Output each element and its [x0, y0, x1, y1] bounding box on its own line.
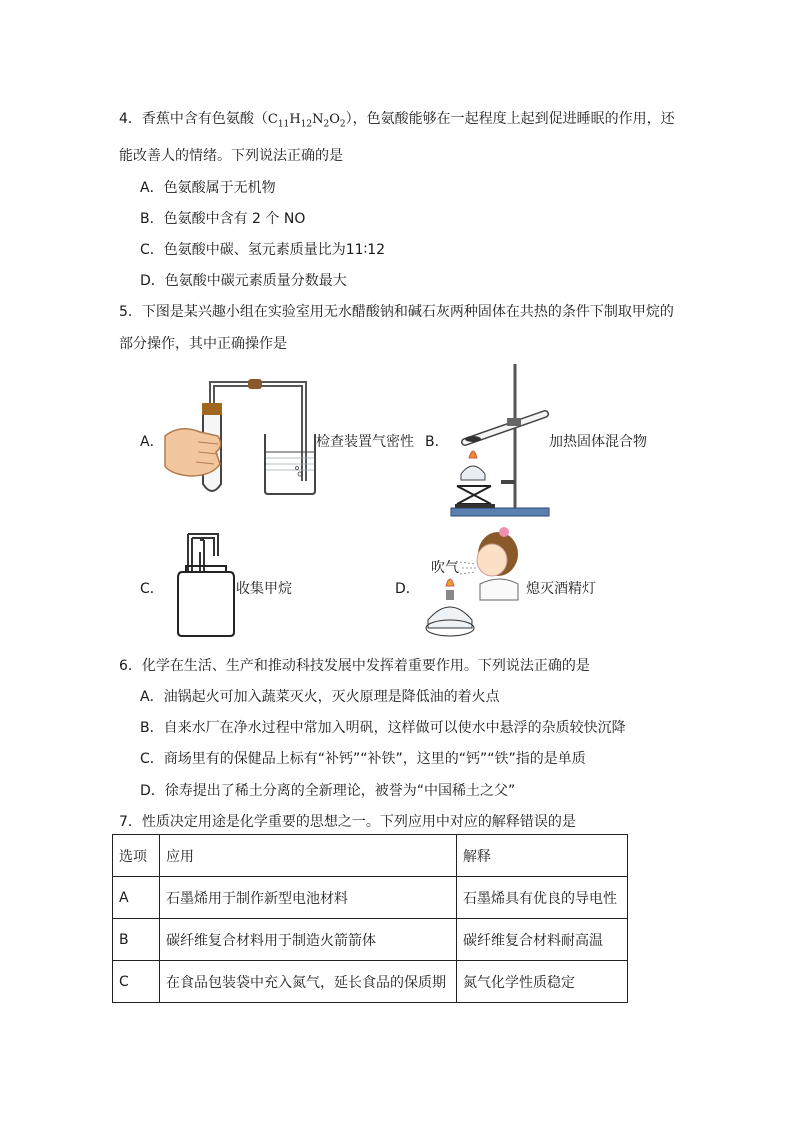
q5-d-blow-label: 吹气 — [431, 560, 459, 576]
alcohol-lamp — [428, 607, 472, 628]
iron-stand-base — [451, 508, 549, 516]
q6-option-a: A．油锅起火可加入蔬菜灭火，灭火原理是降低油的着火点 — [140, 689, 500, 705]
q6-option-c: C．商场里有的保健品上标有“补钙”“补铁”，这里的“钙”“铁”指的是单质 — [140, 751, 586, 767]
q4-option-b: B．色氨酸中含有 2 个 NO — [140, 211, 306, 227]
table-cell: 氮气化学性质稳定 — [457, 961, 628, 1003]
table-row — [113, 877, 628, 919]
table-cell: 碳纤维复合材料耐高温 — [457, 919, 628, 961]
clamp — [507, 418, 521, 426]
rubber-stopper — [202, 403, 222, 415]
table-header: 解释 — [457, 835, 628, 877]
q5-stem-line2: 部分操作，其中正确操作是 — [119, 336, 287, 352]
hand — [165, 429, 221, 476]
q6-option-d: D．徐寿提出了稀土分离的全新理论，被誉为“中国稀土之父” — [140, 783, 516, 799]
figure-c-gas-bottle — [176, 532, 236, 638]
q5-c-letter: C． — [140, 581, 164, 597]
q4-option-a: A．色氨酸属于无机物 — [140, 180, 276, 196]
table-cell: B — [113, 919, 160, 961]
q4-stem-line2: 能改善人的情绪。下列说法正确的是 — [119, 148, 343, 164]
tryptophan-formula: $C_{11}H_{12}N_2O_2$ — [267, 112, 346, 130]
table-cell: 碳纤维复合材料用于制造火箭箭体 — [160, 919, 457, 961]
q5-b-caption: 加热固体混合物 — [549, 434, 647, 450]
q5-d-caption: 熄灭酒精灯 — [526, 581, 596, 597]
bottle — [178, 572, 234, 636]
rubber-joint — [248, 379, 262, 389]
q6-option-b: B．自来水厂在净水过程中常加入明矾，这样做可以使水中悬浮的杂质较快沉降 — [140, 720, 626, 736]
table-cell: 石墨烯具有优良的导电性 — [457, 877, 628, 919]
q4-option-d: D．色氨酸中碳元素质量分数最大 — [140, 273, 347, 289]
alcohol-lamp — [461, 466, 485, 480]
figure-a-airtightness-check — [160, 376, 316, 498]
table-header: 选项 — [113, 835, 160, 877]
q4-option-c: C．色氨酸中碳、氢元素质量比为11∶12 — [140, 242, 386, 258]
q6-stem: 6．化学在生活、生产和推动科技发展中发挥着重要作用。下列说法正确的是 — [119, 658, 590, 674]
q5-a-caption: 检查装置气密性 — [316, 434, 414, 450]
table-cell: C — [113, 961, 160, 1003]
girl-face — [477, 544, 507, 576]
table-cell: 石墨烯用于制作新型电池材料 — [160, 877, 457, 919]
lab-jack — [457, 486, 491, 504]
table-cell: A — [113, 877, 160, 919]
q7-stem: 7．性质决定用途是化学重要的思想之一。下列应用中对应的解释错误的是 — [119, 814, 576, 830]
q5-c-caption: 收集甲烷 — [236, 581, 292, 597]
figure-b-heating-setup — [447, 362, 551, 518]
table-header-row — [113, 835, 628, 877]
q5-d-letter: D． — [395, 581, 420, 597]
q5-b-letter: B． — [425, 434, 449, 450]
q4-stem-line1: 4．香蕉中含有色氨酸$(C_{11}H_{12}N_2O_2)$，色氨酸能够在一起程度上起到促进睡眠的作用，还 — [119, 111, 675, 130]
q5-a-letter: A． — [140, 434, 164, 450]
figure-d-blow-out-lamp — [420, 524, 532, 644]
q7-table — [112, 834, 628, 1003]
table-cell: 在食品包装袋中充入氮气，延长食品的保质期 — [160, 961, 457, 1003]
q5-stem-line1: 5．下图是某兴趣小组在实验室用无水醋酸钠和碱石灰两种固体在共热的条件下制取甲烷的 — [119, 304, 674, 320]
table-row — [113, 961, 628, 1003]
table-header: 应用 — [160, 835, 457, 877]
table-row — [113, 919, 628, 961]
